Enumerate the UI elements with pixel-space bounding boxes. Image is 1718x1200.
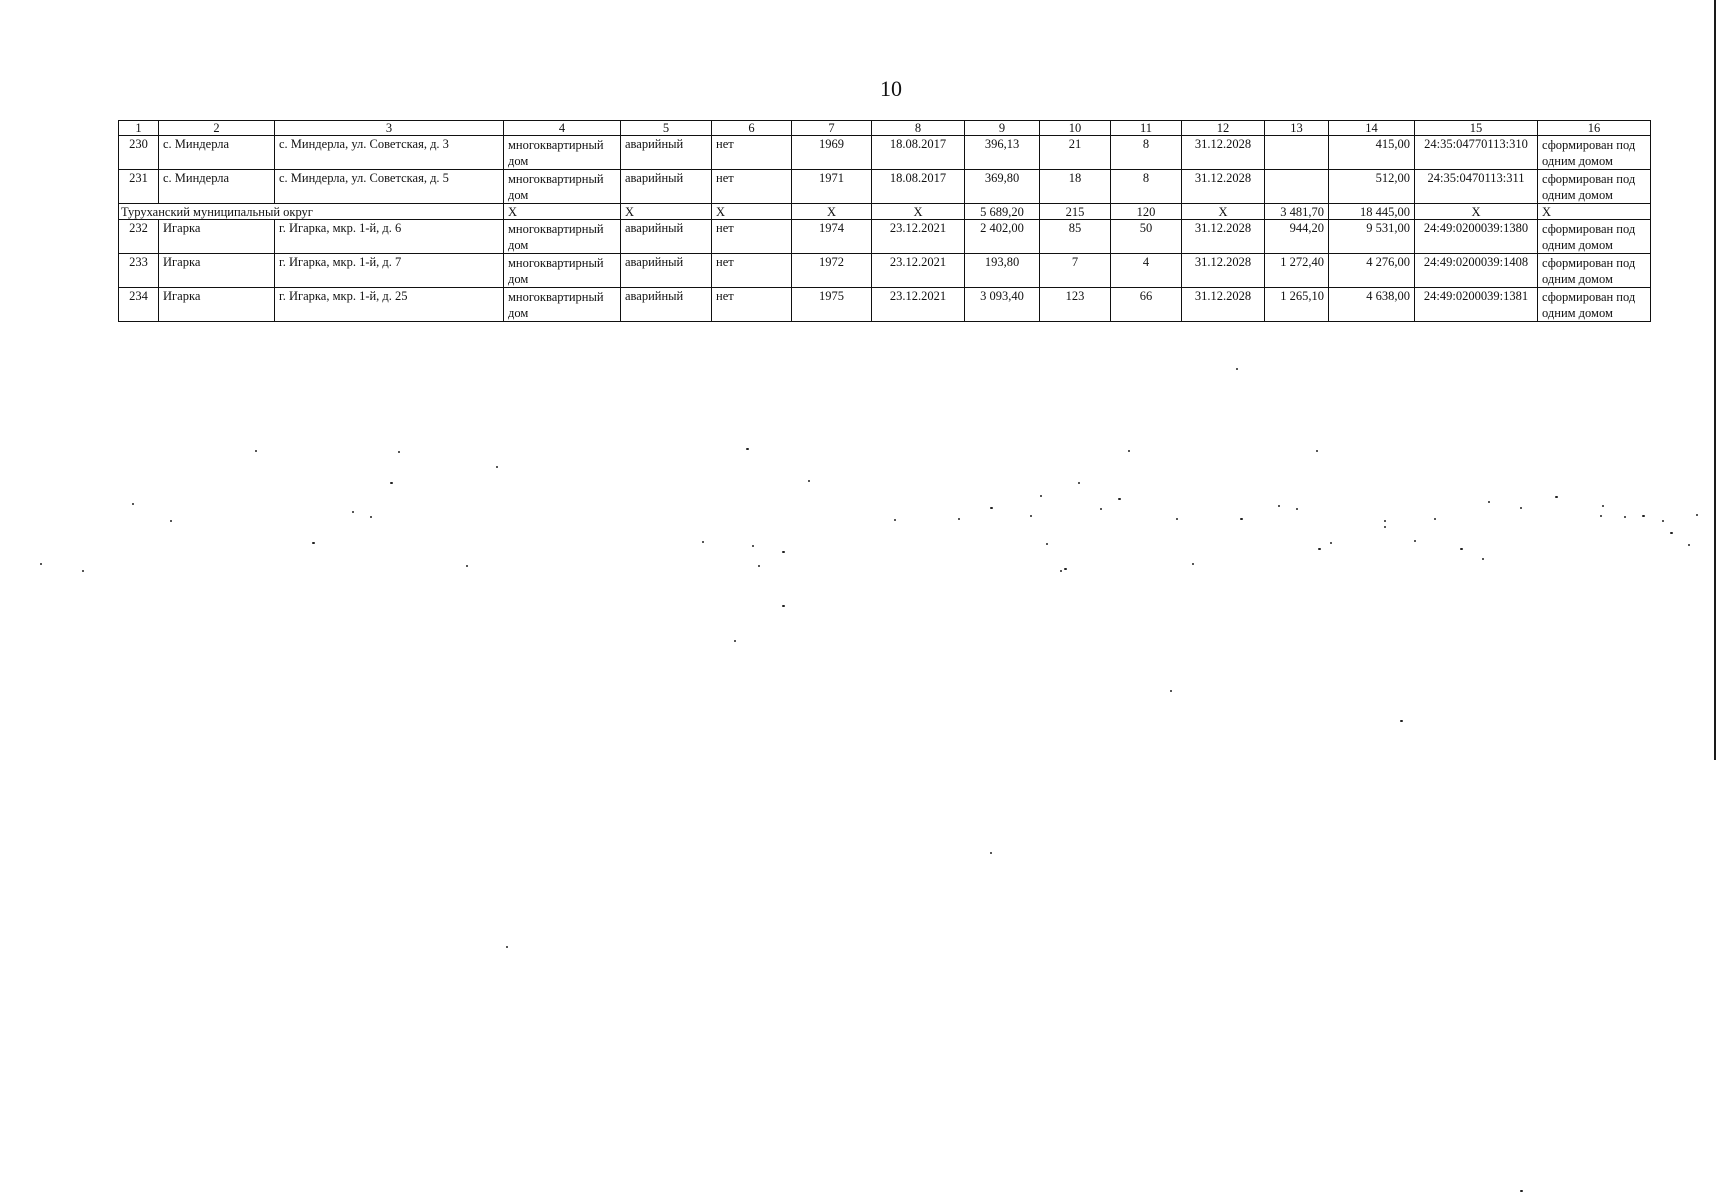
scan-speck — [758, 565, 760, 567]
scan-speck — [1060, 570, 1062, 572]
cadastral-number-cell: 24:35:0470113:311 — [1415, 170, 1538, 204]
scan-speck — [1434, 518, 1436, 520]
date-cell: 23.12.2021 — [872, 254, 965, 288]
scan-speck — [170, 520, 172, 522]
condition-cell: аварийный — [621, 288, 712, 322]
date-cell: 23.12.2021 — [872, 220, 965, 254]
scan-speck — [782, 551, 785, 553]
scan-speck — [1176, 518, 1178, 520]
address-cell: г. Игарка, мкр. 1-й, д. 25 — [275, 288, 504, 322]
district-name-cell: Туруханский муниципальный округ — [119, 204, 504, 220]
deadline-cell: 31.12.2028 — [1182, 254, 1265, 288]
land-area-cell: 512,00 — [1329, 170, 1415, 204]
column-number: 1 — [119, 121, 159, 136]
total-count-cell: 215 — [1040, 204, 1111, 220]
settlement-cell: с. Миндерла — [159, 136, 275, 170]
table-row — [119, 220, 1651, 254]
table-row — [119, 170, 1651, 204]
column-number: 16 — [1538, 121, 1651, 136]
area-cell: 2 402,00 — [965, 220, 1040, 254]
total-cell: Х — [1182, 204, 1265, 220]
column-number: 6 — [712, 121, 792, 136]
condition-cell: аварийный — [621, 220, 712, 254]
scan-speck — [1030, 515, 1032, 517]
count-cell: 4 — [1111, 254, 1182, 288]
deadline-cell: 31.12.2028 — [1182, 288, 1265, 322]
land-area-cell: 415,00 — [1329, 136, 1415, 170]
scan-speck — [746, 448, 749, 450]
scan-speck — [1600, 515, 1602, 517]
date-cell: 18.08.2017 — [872, 136, 965, 170]
flag-cell: нет — [712, 288, 792, 322]
building-type-cell: многоквартирный дом — [504, 254, 621, 288]
total-cell: Х — [792, 204, 872, 220]
scan-speck — [40, 563, 42, 565]
land-status-cell: сформирован под одним домом — [1538, 136, 1651, 170]
date-cell: 23.12.2021 — [872, 288, 965, 322]
scan-speck — [1296, 508, 1298, 510]
total-cell: Х — [504, 204, 621, 220]
scan-speck — [1555, 496, 1558, 498]
scan-speck — [1414, 540, 1416, 542]
column-number: 8 — [872, 121, 965, 136]
flag-cell: нет — [712, 220, 792, 254]
address-cell: с. Миндерла, ул. Советская, д. 5 — [275, 170, 504, 204]
scan-speck — [1330, 542, 1332, 544]
land-status-cell: сформирован под одним домом — [1538, 170, 1651, 204]
column-number: 2 — [159, 121, 275, 136]
column-number: 3 — [275, 121, 504, 136]
scan-speck — [370, 516, 372, 518]
scan-speck — [1696, 514, 1698, 516]
count-cell: 8 — [1111, 136, 1182, 170]
area-cell — [1265, 136, 1329, 170]
flag-cell: нет — [712, 170, 792, 204]
area-cell: 944,20 — [1265, 220, 1329, 254]
flag-cell: нет — [712, 136, 792, 170]
scan-speck — [255, 450, 257, 452]
land-area-cell: 9 531,00 — [1329, 220, 1415, 254]
scan-speck — [752, 545, 754, 547]
scan-speck — [1128, 450, 1130, 452]
scan-speck — [808, 480, 810, 482]
scan-speck — [1318, 548, 1321, 550]
row-number-cell: 234 — [119, 288, 159, 322]
settlement-cell: с. Миндерла — [159, 170, 275, 204]
year-cell: 1974 — [792, 220, 872, 254]
scan-speck — [496, 466, 498, 468]
scan-speck — [990, 507, 993, 509]
year-cell: 1972 — [792, 254, 872, 288]
column-number: 5 — [621, 121, 712, 136]
district-total-row — [119, 204, 1651, 220]
area-cell: 369,80 — [965, 170, 1040, 204]
area-cell: 1 265,10 — [1265, 288, 1329, 322]
scan-speck — [1670, 532, 1673, 534]
count-cell: 50 — [1111, 220, 1182, 254]
scan-speck — [1460, 548, 1463, 550]
scan-speck — [1520, 507, 1522, 509]
row-number-cell: 232 — [119, 220, 159, 254]
count-cell: 18 — [1040, 170, 1111, 204]
cadastral-number-cell: 24:35:04770113:310 — [1415, 136, 1538, 170]
scan-speck — [958, 518, 960, 520]
deadline-cell: 31.12.2028 — [1182, 220, 1265, 254]
column-number: 12 — [1182, 121, 1265, 136]
total-count-cell: 120 — [1111, 204, 1182, 220]
scan-speck — [1100, 508, 1102, 510]
scan-speck — [506, 946, 508, 948]
table-row — [119, 288, 1651, 322]
land-area-cell: 4 638,00 — [1329, 288, 1415, 322]
scan-speck — [1400, 720, 1403, 722]
scan-speck — [990, 852, 992, 854]
scan-speck — [466, 565, 468, 567]
building-type-cell: многоквартирный дом — [504, 220, 621, 254]
scan-speck — [1602, 505, 1604, 507]
scan-speck — [1624, 516, 1626, 518]
count-cell: 123 — [1040, 288, 1111, 322]
total-cell: Х — [1415, 204, 1538, 220]
scan-speck — [1236, 368, 1238, 370]
column-number: 7 — [792, 121, 872, 136]
flag-cell: нет — [712, 254, 792, 288]
scan-edge-line — [1714, 0, 1716, 760]
scan-speck — [1520, 1190, 1523, 1192]
scan-speck — [312, 542, 315, 544]
scan-speck — [1316, 450, 1318, 452]
column-number-row — [119, 121, 1651, 136]
scan-speck — [1688, 544, 1690, 546]
page-number: 10 — [880, 76, 902, 101]
area-cell: 1 272,40 — [1265, 254, 1329, 288]
scan-speck — [1384, 526, 1386, 528]
scan-speck — [1040, 495, 1042, 497]
column-number: 11 — [1111, 121, 1182, 136]
scan-speck — [132, 503, 134, 505]
land-status-cell: сформирован под одним домом — [1538, 288, 1651, 322]
scan-speck — [1278, 505, 1280, 507]
deadline-cell: 31.12.2028 — [1182, 136, 1265, 170]
area-cell: 396,13 — [965, 136, 1040, 170]
count-cell: 66 — [1111, 288, 1182, 322]
land-status-cell: сформирован под одним домом — [1538, 254, 1651, 288]
building-type-cell: многоквартирный дом — [504, 136, 621, 170]
settlement-cell: Игарка — [159, 220, 275, 254]
scan-speck — [1192, 563, 1194, 565]
area-cell — [1265, 170, 1329, 204]
table-row — [119, 254, 1651, 288]
address-cell: с. Миндерла, ул. Советская, д. 3 — [275, 136, 504, 170]
count-cell: 21 — [1040, 136, 1111, 170]
column-number: 14 — [1329, 121, 1415, 136]
scan-speck — [702, 541, 704, 543]
total-cell: Х — [621, 204, 712, 220]
scan-speck — [1240, 518, 1243, 520]
scan-speck — [1482, 558, 1484, 560]
scan-speck — [1642, 515, 1645, 517]
land-area-cell: 4 276,00 — [1329, 254, 1415, 288]
cadastral-number-cell: 24:49:0200039:1380 — [1415, 220, 1538, 254]
total-land-area-cell: 18 445,00 — [1329, 204, 1415, 220]
scan-speck — [1118, 498, 1121, 500]
count-cell: 85 — [1040, 220, 1111, 254]
cadastral-number-cell: 24:49:0200039:1408 — [1415, 254, 1538, 288]
year-cell: 1969 — [792, 136, 872, 170]
condition-cell: аварийный — [621, 136, 712, 170]
count-cell: 8 — [1111, 170, 1182, 204]
date-cell: 18.08.2017 — [872, 170, 965, 204]
table-body — [119, 121, 1651, 322]
scan-speck — [390, 482, 393, 484]
building-type-cell: многоквартирный дом — [504, 288, 621, 322]
total-cell: Х — [872, 204, 965, 220]
total-area-cell: 5 689,20 — [965, 204, 1040, 220]
total-cell: Х — [1538, 204, 1651, 220]
scan-speck — [1064, 568, 1067, 570]
scan-speck — [782, 605, 785, 607]
scan-speck — [1046, 543, 1048, 545]
total-cell: Х — [712, 204, 792, 220]
column-number: 9 — [965, 121, 1040, 136]
year-cell: 1971 — [792, 170, 872, 204]
row-number-cell: 233 — [119, 254, 159, 288]
row-number-cell: 230 — [119, 136, 159, 170]
housing-register-table — [118, 120, 1651, 322]
scan-speck — [1488, 501, 1490, 503]
scan-speck — [1662, 520, 1664, 522]
scan-speck — [1170, 690, 1172, 692]
area-cell: 3 093,40 — [965, 288, 1040, 322]
address-cell: г. Игарка, мкр. 1-й, д. 6 — [275, 220, 504, 254]
column-number: 4 — [504, 121, 621, 136]
deadline-cell: 31.12.2028 — [1182, 170, 1265, 204]
total-area-cell: 3 481,70 — [1265, 204, 1329, 220]
table-row — [119, 136, 1651, 170]
condition-cell: аварийный — [621, 170, 712, 204]
row-number-cell: 231 — [119, 170, 159, 204]
address-cell: г. Игарка, мкр. 1-й, д. 7 — [275, 254, 504, 288]
scan-speck — [734, 640, 736, 642]
building-type-cell: многоквартирный дом — [504, 170, 621, 204]
area-cell: 193,80 — [965, 254, 1040, 288]
scan-speck — [82, 570, 84, 572]
condition-cell: аварийный — [621, 254, 712, 288]
column-number: 15 — [1415, 121, 1538, 136]
land-status-cell: сформирован под одним домом — [1538, 220, 1651, 254]
settlement-cell: Игарка — [159, 254, 275, 288]
column-number: 13 — [1265, 121, 1329, 136]
settlement-cell: Игарка — [159, 288, 275, 322]
scan-speck — [398, 451, 400, 453]
cadastral-number-cell: 24:49:0200039:1381 — [1415, 288, 1538, 322]
scan-speck — [894, 519, 896, 521]
scan-speck — [1078, 482, 1080, 484]
scan-speck — [1384, 520, 1386, 522]
count-cell: 7 — [1040, 254, 1111, 288]
column-number: 10 — [1040, 121, 1111, 136]
year-cell: 1975 — [792, 288, 872, 322]
scan-speck — [352, 511, 354, 513]
